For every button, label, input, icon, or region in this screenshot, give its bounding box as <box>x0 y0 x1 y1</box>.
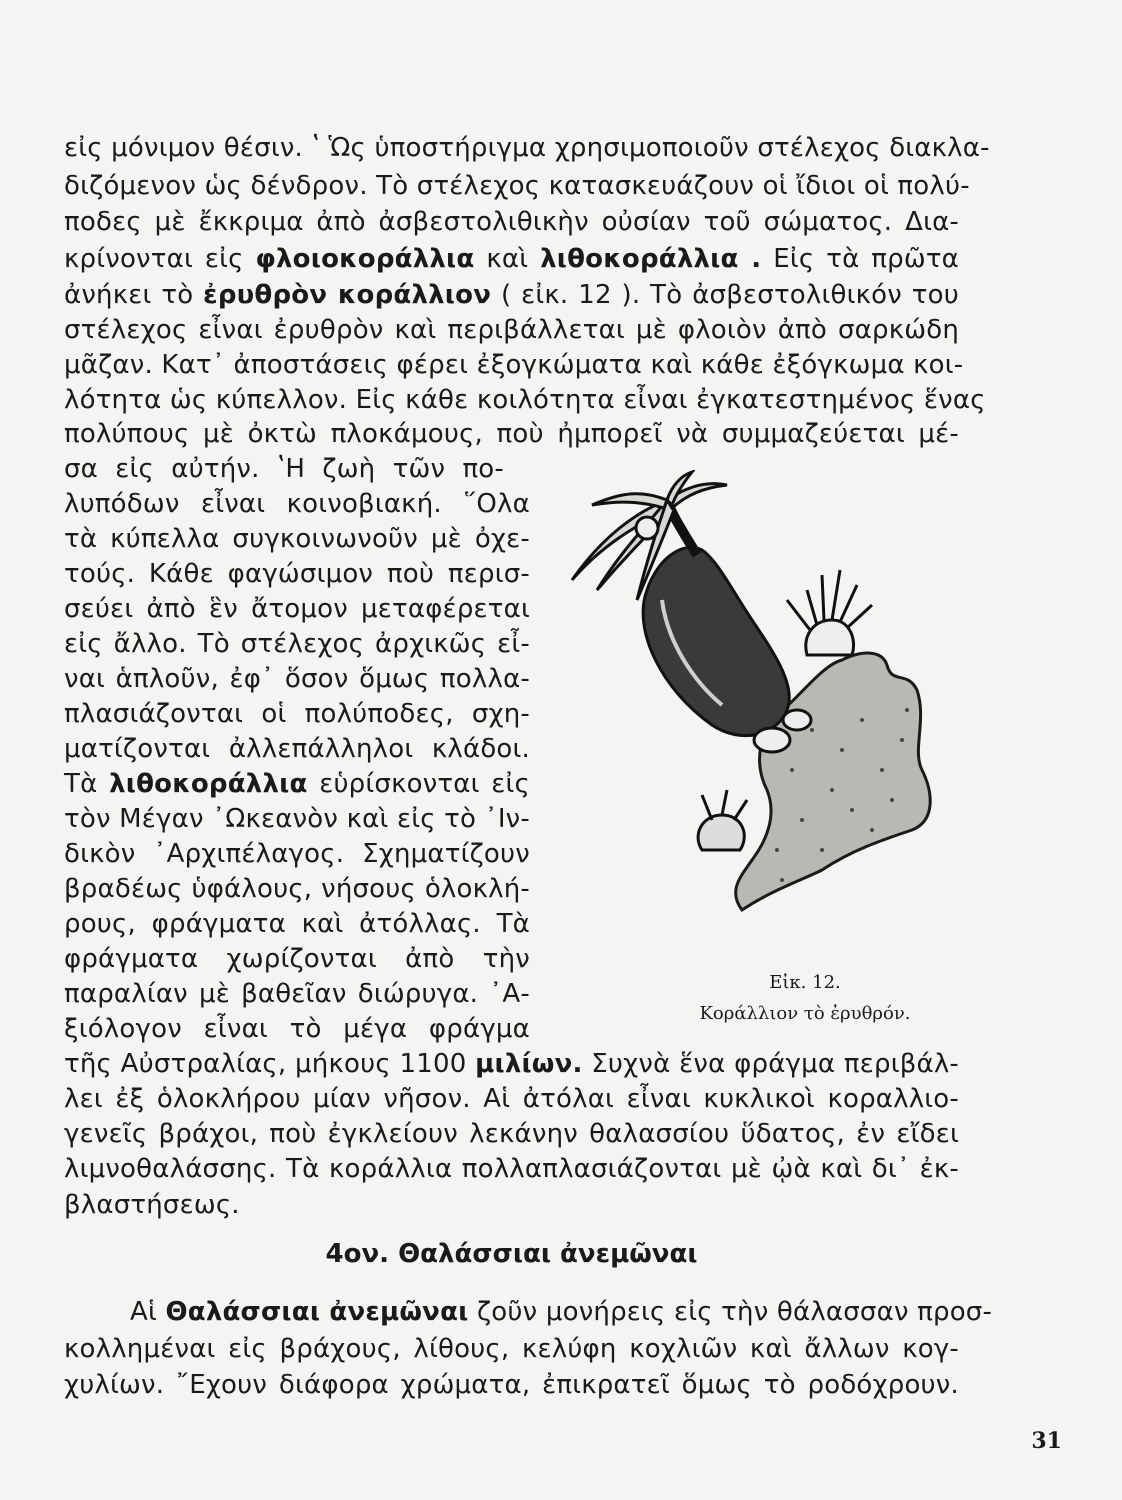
text-line: φράγματα χωρίζονται ἀπὸ τὴν <box>64 944 530 974</box>
text-line: λότητα ὡς κύπελλον. Εἰς κάθε κοιλότητα εἶναι ἐγκατεστημένος ἕνας <box>64 385 986 415</box>
text-line: λιμνοθαλάσσης. Τὰ κοράλλια πολλαπλασιάζονται μὲ ᾠὰ καὶ δι᾽ ἐκ- <box>64 1154 959 1184</box>
text-line: βλαστήσεως. <box>64 1190 240 1220</box>
term-phloiokorallia: φλοιοκοράλλια <box>255 244 475 274</box>
figure-caption-title: Κοράλλιον τὸ ἐρυθρόν. <box>699 1003 911 1024</box>
text-line: τὰ κύπελλα συγκοινωνοῦν μὲ ὀχε- <box>64 524 530 554</box>
text-line: τὸν Μέγαν ᾽Ωκεανὸν καὶ εἰς τὸ ᾽Ιν- <box>64 804 530 834</box>
text-line: ἀνήκει τὸ ἐρυθρὸν κοράλλιον ( εἰκ. 12 ). Τὸ ἀσβεστολιθικόν του <box>64 280 959 310</box>
text-line: Αἱ Θαλάσσιαι ἀνεμῶναι ζοῦν μονήρεις εἰς τὴν θάλασσαν προσ- <box>130 1297 993 1327</box>
text-line: πλασιάζονται οἱ πολύποδες, σχη- <box>64 699 530 729</box>
term-lithokorallia: λιθοκοράλλια . <box>540 244 762 274</box>
text-line: εἰς ἄλλο. Τὸ στέλεχος ἀρχικῶς εἶ- <box>64 629 530 659</box>
figure-caption-number: Εἰκ. 12. <box>769 972 841 993</box>
text-line: στέλεχος εἶναι ἐρυθρὸν καὶ περιβάλλεται μὲ φλοιὸν ἀπὸ σαρκώδη <box>64 315 959 345</box>
text-line: μᾶζαν. Κατ᾽ ἀποστάσεις φέρει ἐξογκώματα καὶ κάθε ἐξόγκωμα κοι- <box>64 350 964 380</box>
term-miles: μιλίων. <box>475 1049 583 1079</box>
text-line: ξιόλογον εἶναι τὸ μέγα φράγμα <box>64 1014 530 1044</box>
red-coral-illustration <box>552 470 972 950</box>
text-line: σεύει ἀπὸ ἓν ἄτομον μεταφέρεται <box>64 594 530 624</box>
text-line: τῆς Αὐστραλίας, μήκους 1100 μιλίων. Συχνὰ ἕνα φράγμα περιβάλ- <box>64 1049 960 1079</box>
section-heading: 4ον. Θαλάσσιαι ἀνεμῶναι <box>325 1239 698 1269</box>
text-line: παραλίαν μὲ βαθεῖαν διώρυγα. ᾽Α- <box>64 979 530 1009</box>
text-line: λυπόδων εἶναι κοινοβιακή. ῞Ολα <box>64 489 530 519</box>
text-line: ποδες μὲ ἔκκριμα ἀπὸ ἀσβεστολιθικὴν οὐσίαν τοῦ σώματος. Δια- <box>64 207 959 237</box>
text-line: σα εἰς αὐτήν. ʽΗ ζωὴ τῶν πο- <box>64 454 504 484</box>
text-line: διζόμενον ὡς δένδρον. Τὸ στέλεχος κατασκευάζουν οἱ ἴδιοι οἱ πολύ- <box>64 171 970 201</box>
term-lithokorallia: λιθοκοράλλια <box>109 769 308 799</box>
text-line: τούς. Κάθε φαγώσιμον ποὺ περισ- <box>64 559 530 589</box>
text-line: κολλημέναι εἰς βράχους, λίθους, κελύφη κοχλιῶν καὶ ἄλλων κογ- <box>64 1334 959 1364</box>
text-line: εἰς μόνιμον θέσιν. ʽ Ὡς ὑποστήριγμα χρησιμοποιοῦν στέλεχος διακλα- <box>64 133 990 163</box>
text-line: λει ἐξ ὁλοκλήρου μίαν νῆσον. Αἱ ἀτόλαι εἶναι κυκλικοὶ κοραλλιο- <box>64 1084 959 1114</box>
term-red-coral: ἐρυθρὸν κοράλλιον <box>203 280 492 310</box>
text-line: κρίνονται εἰς φλοιοκοράλλια καὶ λιθοκοράλλια . Εἰς τὰ πρῶτα <box>64 244 960 274</box>
page-number: 31 <box>1031 1428 1062 1454</box>
text-line: Τὰ λιθοκοράλλια εὑρίσκονται εἰς <box>64 769 530 799</box>
text-line: ματίζονται ἀλλεπάλληλοι κλάδοι. <box>64 734 530 764</box>
text-line: ρους, φράγματα καὶ ἀτόλλας. Τὰ <box>64 909 530 939</box>
text-line: γενεῖς βράχοι, ποὺ ἐγκλείουν λεκάνην θαλασσίου ὕδατος, ἐν εἴδει <box>64 1119 959 1149</box>
term-sea-anemones: Θαλάσσιαι ἀνεμῶναι <box>165 1297 469 1327</box>
text-line: ναι ἁπλοῦν, ἐφ᾽ ὅσον ὅμως πολλα- <box>64 664 530 694</box>
text-line: βραδέως ὑφάλους, νήσους ὁλοκλή- <box>64 874 530 904</box>
text-line: πολύπους μὲ ὀκτὼ πλοκάμους, ποὺ ἠμπορεῖ νὰ συμμαζεύεται μέ- <box>64 419 959 449</box>
text-line: χυλίων. ῎Εχουν διάφορα χρώματα, ἐπικρατεῖ ὅμως τὸ ροδόχρουν. <box>64 1370 959 1400</box>
text-line: δικὸν ᾽Αρχιπέλαγος. Σχηματίζουν <box>64 839 530 869</box>
